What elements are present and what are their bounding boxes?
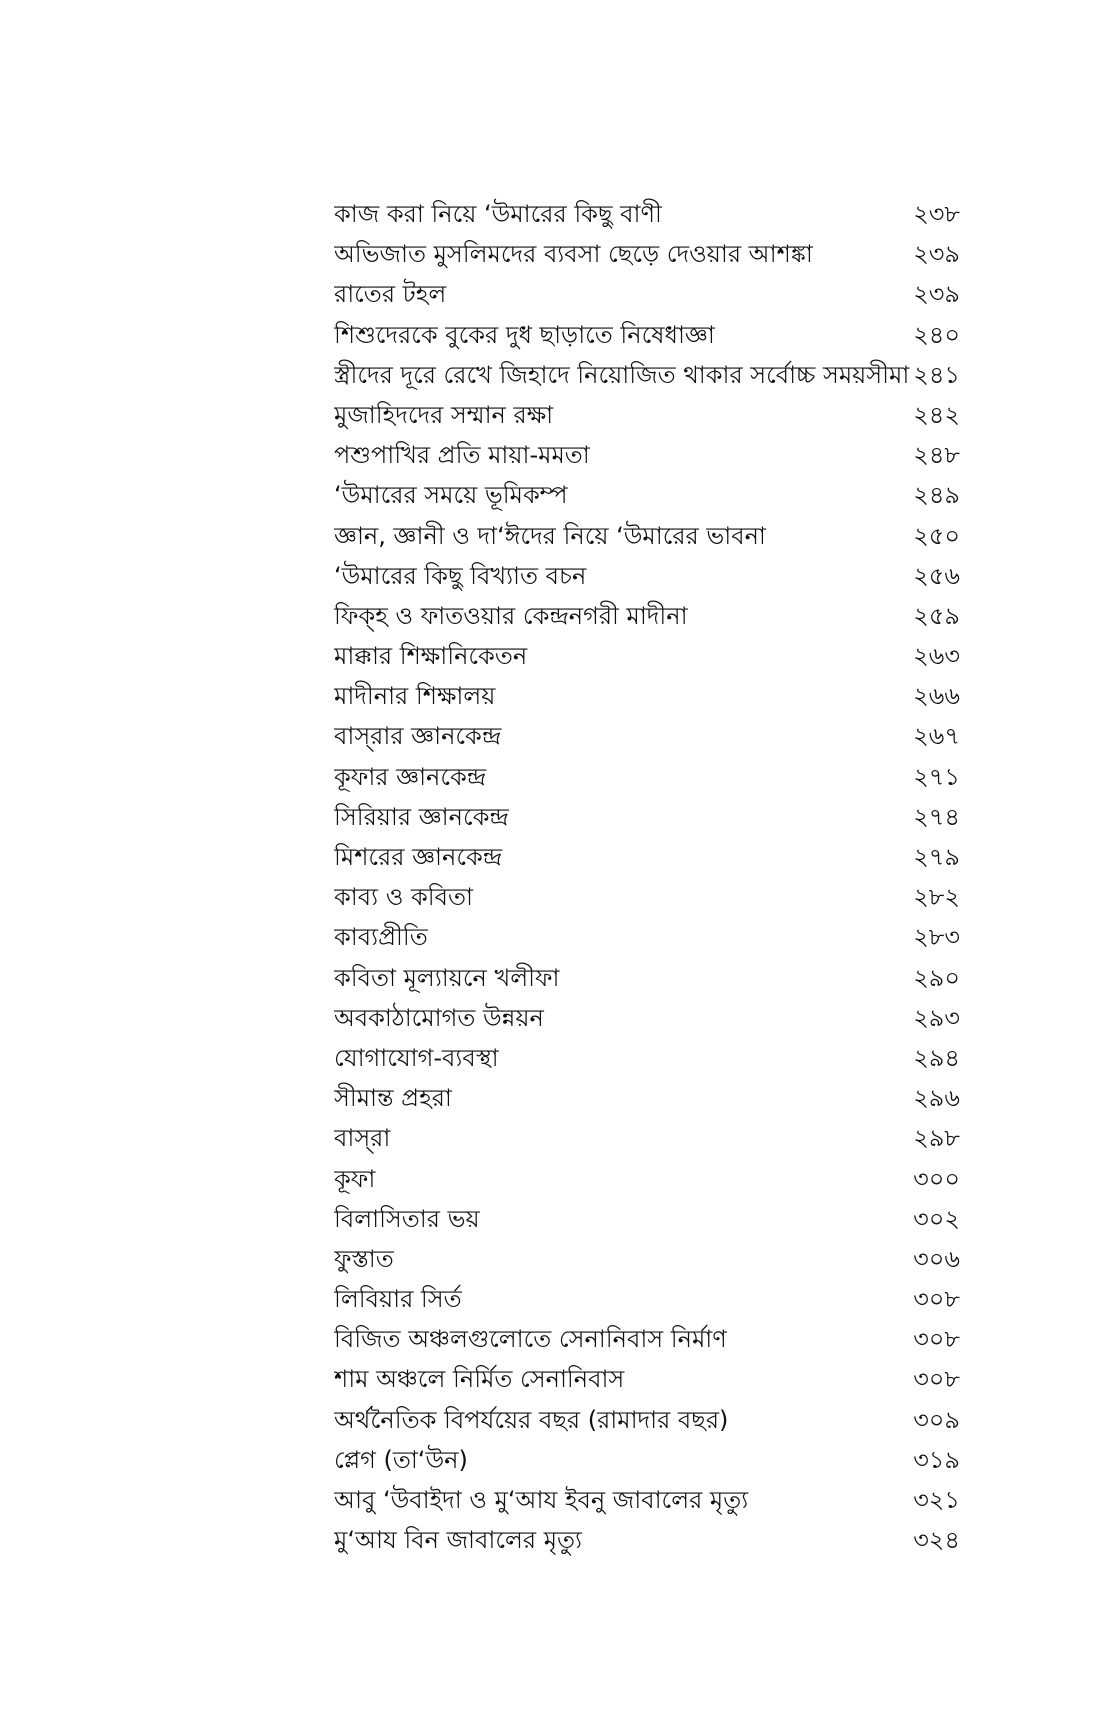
toc-entry bbox=[334, 998, 960, 1038]
toc-entry-title: রাতের টহল bbox=[334, 280, 447, 309]
toc-entry-title: কাজ করা নিয়ে ‘উমারের কিছু বাণী bbox=[334, 200, 662, 228]
toc-entry-page-number: ২৪০ bbox=[913, 320, 960, 349]
toc-entry bbox=[334, 917, 960, 957]
toc-entry-page-number: ২৮৩ bbox=[913, 923, 960, 952]
toc-entry-page-number: ২৩৯ bbox=[913, 240, 960, 269]
toc-entry-title: স্ত্রীদের দূরে রেখে জিহাদে নিয়োজিত থাকার সর্বোচ্চ সময়সীমা bbox=[334, 360, 910, 389]
toc-entry-title: প্লেগ (তা‘উন) bbox=[334, 1445, 468, 1474]
toc-entry bbox=[334, 1199, 960, 1239]
toc-entry-page-number: ৩০০ bbox=[913, 1164, 960, 1193]
toc-entry-page-number: ২৫৯ bbox=[913, 601, 960, 630]
toc-entry-page-number: ৩০৮ bbox=[913, 1365, 960, 1394]
toc-entry-page-number: ২৯৩ bbox=[913, 1003, 960, 1032]
toc-entry-title: যোগাযোগ-ব্যবস্থা bbox=[334, 1043, 499, 1072]
toc-entry-page-number: ৩২১ bbox=[913, 1486, 960, 1514]
toc-entry-title: কূফার জ্ঞানকেন্দ্র bbox=[334, 762, 487, 791]
toc-entry bbox=[334, 234, 960, 274]
toc-entry-page-number: ২৯৮ bbox=[913, 1124, 960, 1153]
toc-entry-page-number: ৩০২ bbox=[913, 1204, 960, 1233]
toc-entry bbox=[334, 1520, 960, 1560]
toc-entry bbox=[334, 516, 960, 556]
toc-entry bbox=[334, 1118, 960, 1158]
toc-entry-page-number: ২৬৩ bbox=[913, 642, 960, 671]
toc-entry-title: ফিক্‌হ ও ফাতওয়ার কেন্দ্রনগরী মাদীনা bbox=[334, 601, 688, 630]
toc-entry bbox=[334, 797, 960, 837]
toc-entry-title: কাব্য ও কবিতা bbox=[334, 883, 473, 912]
toc-entry-title: মিশরের জ্ঞানকেন্দ্র bbox=[334, 843, 503, 871]
toc-entry-title: পশুপাখির প্রতি মায়া-মমতা bbox=[334, 441, 590, 470]
toc-entry bbox=[334, 1359, 960, 1399]
toc-entry-title: মাক্কার শিক্ষানিকেতন bbox=[334, 642, 528, 671]
toc-entry-title: বাস্‌রার জ্ঞানকেন্দ্র bbox=[334, 722, 502, 751]
toc-entry bbox=[334, 1319, 960, 1359]
toc-entry-page-number: ৩০৯ bbox=[913, 1405, 960, 1434]
toc-entry-page-number: ৩২৪ bbox=[913, 1526, 960, 1555]
toc-entry-page-number: ২৫০ bbox=[913, 521, 960, 550]
toc-entry-page-number: ৩০৮ bbox=[913, 1325, 960, 1354]
table-of-contents bbox=[334, 194, 960, 1560]
toc-entry-page-number: ২৫৬ bbox=[913, 561, 960, 590]
toc-entry-title: ‘উমারের সময়ে ভূমিকম্প bbox=[334, 481, 568, 510]
toc-entry-page-number: ২৬৭ bbox=[913, 722, 960, 751]
toc-entry-title: মাদীনার শিক্ষালয় bbox=[334, 682, 496, 711]
toc-entry-title: মুজাহিদদের সম্মান রক্ষা bbox=[334, 400, 554, 429]
toc-entry bbox=[334, 958, 960, 998]
toc-entry-title: শাম অঞ্চলে নির্মিত সেনানিবাস bbox=[334, 1365, 625, 1394]
toc-entry-title: অর্থনৈতিক বিপর্যয়ের বছর (রামাদার বছর) bbox=[334, 1405, 729, 1434]
toc-entry-page-number: ২৯৬ bbox=[913, 1084, 960, 1113]
toc-entry-title: বাস্‌রা bbox=[334, 1124, 391, 1153]
toc-entry-title: ফুস্তাত bbox=[334, 1244, 394, 1273]
toc-entry-page-number: ২৬৬ bbox=[913, 682, 960, 711]
toc-entry-title: লিবিয়ার সির্ত bbox=[334, 1285, 462, 1314]
toc-entry bbox=[334, 596, 960, 636]
toc-entry-page-number: ২৩৮ bbox=[913, 200, 960, 228]
toc-entry bbox=[334, 1400, 960, 1440]
toc-entry bbox=[334, 274, 960, 314]
toc-entry-page-number: ৩১৯ bbox=[913, 1445, 960, 1474]
toc-entry-page-number: ২৯৪ bbox=[913, 1043, 960, 1072]
toc-entry-title: অভিজাত মুসলিমদের ব্যবসা ছেড়ে দেওয়ার আশঙ্কা bbox=[334, 240, 813, 269]
toc-entry bbox=[334, 194, 960, 234]
toc-entry bbox=[334, 475, 960, 515]
toc-entry-page-number: ২৪৮ bbox=[913, 441, 960, 470]
toc-entry-title: কাব্যপ্রীতি bbox=[334, 923, 428, 952]
toc-entry-page-number: ৩০৮ bbox=[913, 1285, 960, 1314]
toc-entry-title: জ্ঞান, জ্ঞানী ও দা‘ঈদের নিয়ে ‘উমারের ভাবনা bbox=[334, 521, 766, 550]
toc-entry-page-number: ২৯০ bbox=[913, 963, 960, 992]
toc-entry bbox=[334, 757, 960, 797]
toc-entry-page-number: ২৪১ bbox=[913, 360, 960, 389]
toc-entry bbox=[334, 435, 960, 475]
toc-entry-title: কবিতা মূল্যায়নে খলীফা bbox=[334, 963, 560, 992]
toc-entry-title: আবু ‘উবাইদা ও মু‘আয ইবনু জাবালের মৃত্যু bbox=[334, 1486, 749, 1514]
toc-entry bbox=[334, 877, 960, 917]
toc-entry bbox=[334, 395, 960, 435]
toc-entry-title: মু‘আয বিন জাবালের মৃত্যু bbox=[334, 1526, 582, 1555]
toc-entry-page-number: ২৭১ bbox=[913, 762, 960, 791]
toc-entry bbox=[334, 837, 960, 877]
toc-entry bbox=[334, 1279, 960, 1319]
toc-entry-page-number: ২৮২ bbox=[913, 883, 960, 912]
toc-entry bbox=[334, 1159, 960, 1199]
toc-entry bbox=[334, 315, 960, 355]
toc-entry bbox=[334, 1038, 960, 1078]
toc-entry-title: বিলাসিতার ভয় bbox=[334, 1204, 480, 1233]
toc-entry bbox=[334, 716, 960, 756]
toc-entry bbox=[334, 676, 960, 716]
toc-entry-title: বিজিত অঞ্চলগুলোতে সেনানিবাস নির্মাণ bbox=[334, 1325, 727, 1354]
toc-entry-page-number: ২৪২ bbox=[913, 400, 960, 429]
toc-entry-title: শিশুদেরকে বুকের দুধ ছাড়াতে নিষেধাজ্ঞা bbox=[334, 320, 715, 349]
toc-entry-page-number: ২৪৯ bbox=[913, 481, 960, 510]
toc-entry-title: কূফা bbox=[334, 1164, 376, 1193]
toc-entry bbox=[334, 1480, 960, 1520]
toc-entry-title: সিরিয়ার জ্ঞানকেন্দ্র bbox=[334, 802, 509, 831]
toc-entry-page-number: ৩০৬ bbox=[913, 1244, 960, 1273]
toc-entry bbox=[334, 1440, 960, 1480]
toc-entry bbox=[334, 355, 960, 395]
toc-entry bbox=[334, 1239, 960, 1279]
toc-entry-title: সীমান্ত প্রহরা bbox=[334, 1084, 452, 1113]
toc-entry-page-number: ২৭৯ bbox=[913, 843, 960, 871]
toc-entry-page-number: ২৭৪ bbox=[913, 802, 960, 831]
toc-entry bbox=[334, 1078, 960, 1118]
toc-entry bbox=[334, 636, 960, 676]
toc-entry-title: ‘উমারের কিছু বিখ্যাত বচন bbox=[334, 561, 587, 590]
toc-entry bbox=[334, 556, 960, 596]
toc-entry-title: অবকাঠামোগত উন্নয়ন bbox=[334, 1003, 544, 1032]
toc-entry-page-number: ২৩৯ bbox=[913, 280, 960, 309]
